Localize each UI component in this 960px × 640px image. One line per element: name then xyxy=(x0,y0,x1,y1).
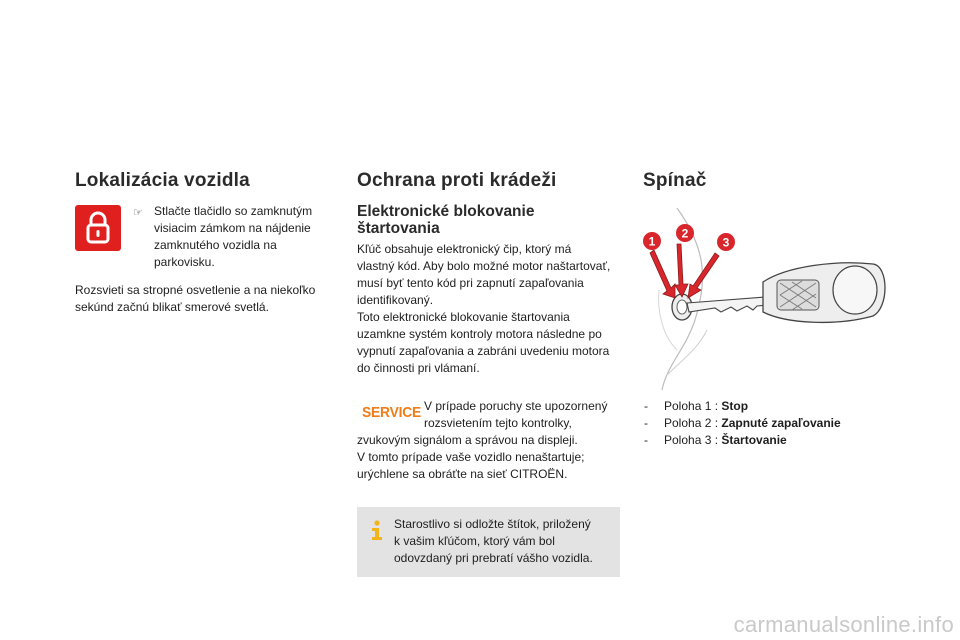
locked-padlock-button-icon xyxy=(75,205,121,251)
subtitle-line: Elektronické blokovanie xyxy=(357,203,535,220)
info-note-text xyxy=(394,516,593,567)
paragraph-line: sekúnd začnú blikať smerové svetlá. xyxy=(75,300,269,314)
instruction-line: zamknutého vozidla na xyxy=(154,238,277,252)
list-item xyxy=(644,432,841,449)
info-icon xyxy=(366,519,386,541)
list-dash: - xyxy=(644,416,648,430)
subtitle-line: štartovania xyxy=(357,220,440,237)
lock-button-instruction xyxy=(154,203,312,271)
ignition-key-illustration xyxy=(637,200,887,395)
info-line: odovzdaný pri prebratí vášho vozidla. xyxy=(394,551,593,565)
position-label: Poloha 2 : xyxy=(664,416,722,430)
list-dash: - xyxy=(644,433,648,447)
position-value: Zapnuté zapaľovanie xyxy=(721,416,841,430)
service-paragraph xyxy=(357,432,584,483)
position-value: Stop xyxy=(721,399,749,413)
info-line: k vašim kľúčom, ktorý vám bol xyxy=(394,534,555,548)
position-1-badge xyxy=(643,232,661,250)
position-2-badge xyxy=(676,224,694,242)
paragraph-line: urýchlene sa obráťte na sieť CITROËN. xyxy=(357,467,568,481)
paragraph-line: vlastný kód. Aby bolo možné motor naštartovať, xyxy=(357,259,611,273)
position-value: Štartovanie xyxy=(721,433,787,447)
svg-text:3: 3 xyxy=(722,235,730,250)
position-3-badge xyxy=(717,233,735,251)
position-label: Poloha 1 : xyxy=(664,399,722,413)
paragraph-line: V prípade poruchy ste upozornený xyxy=(424,399,608,413)
svg-text:1: 1 xyxy=(648,234,656,249)
position-label: Poloha 3 : xyxy=(664,433,722,447)
svg-text:2: 2 xyxy=(681,226,689,241)
section-title-ignition-switch: Spínač xyxy=(643,170,707,191)
paragraph-line: Kľúč obsahuje elektronický čip, ktorý má xyxy=(357,242,572,256)
pointing-finger-icon: ☞ xyxy=(133,207,143,219)
paragraph-line: do činnosti pri vlámaní. xyxy=(357,361,480,375)
instruction-line: visiacim zámkom na nájdenie xyxy=(154,221,311,235)
instruction-line: Stlačte tlačidlo so zamknutým xyxy=(154,204,313,218)
immobiliser-paragraph xyxy=(357,241,610,377)
padlock-icon xyxy=(75,205,121,251)
paragraph-line: zvukovým signálom a správou na displeji. xyxy=(357,433,578,447)
info-line: Starostlivo si odložte štítok, priložený xyxy=(394,517,591,531)
watermark: carmanualsonline.info xyxy=(733,612,954,637)
list-item xyxy=(644,398,841,415)
subsection-title-immobiliser xyxy=(357,203,534,237)
ignition-positions-list xyxy=(644,398,841,449)
paragraph-line: identifikovaný. xyxy=(357,293,434,307)
service-warning-light-icon: SERVICE xyxy=(362,404,422,421)
paragraph-line: musí byť tento kód pri zapnutí zapaľovania xyxy=(357,276,584,290)
section-title-theft-protection: Ochrana proti krádeži xyxy=(357,170,557,191)
paragraph-line: uzamkne systém kontroly motora následne po xyxy=(357,327,602,341)
paragraph-line: vypnutí zapaľovania a zabráni uvedeniu motora xyxy=(357,344,610,358)
list-dash: - xyxy=(644,399,648,413)
section-title-vehicle-location: Lokalizácia vozidla xyxy=(75,170,250,191)
service-paragraph-indented xyxy=(424,398,607,432)
instruction-line: parkovisku. xyxy=(154,255,215,269)
location-result-paragraph xyxy=(75,282,315,316)
paragraph-line: Toto elektronické blokovanie štartovania xyxy=(357,310,570,324)
paragraph-line: Rozsvieti sa stropné osvetlenie a na niekoľko xyxy=(75,283,316,297)
info-note-box xyxy=(357,507,620,577)
paragraph-line: V tomto prípade vaše vozidlo nenaštartuje; xyxy=(357,450,585,464)
paragraph-line: rozsvietením tejto kontrolky, xyxy=(424,416,572,430)
list-item xyxy=(644,415,841,432)
